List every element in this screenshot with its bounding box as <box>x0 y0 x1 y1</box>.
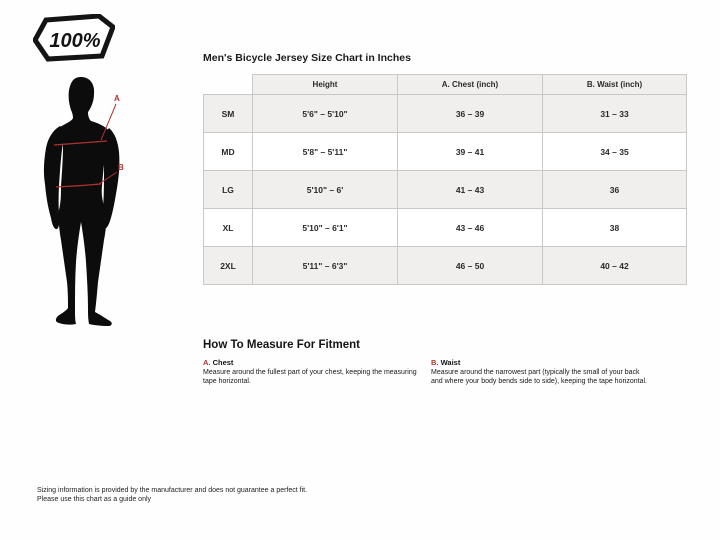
100-percent-logo-icon <box>33 14 115 62</box>
figure-label-a: A <box>114 94 120 103</box>
col-header-waist: B. Waist (inch) <box>543 75 687 95</box>
measure-waist-description: Measure around the narrowest part (typically the small of your back and where your body bends side to side), keeping the tape horizontal. <box>431 369 647 385</box>
size-cell: SM <box>204 95 253 133</box>
measure-chest-letter: A. <box>203 358 211 367</box>
measure-chest-description: Measure around the fullest part of your chest, keeping the measuring tape horizontal. <box>203 369 417 385</box>
waist-cell: 36 <box>543 171 687 209</box>
table-row-lg <box>204 171 687 209</box>
measure-chest-name: Chest <box>212 358 234 367</box>
measure-waist-block <box>431 358 649 386</box>
size-cell: 2XL <box>204 247 253 285</box>
chest-cell: 39 – 41 <box>398 133 543 171</box>
size-cell: LG <box>204 171 253 209</box>
table-row-md <box>204 133 687 171</box>
chest-cell: 36 – 39 <box>398 95 543 133</box>
footer-disclaimer <box>37 487 307 504</box>
table-row-sm <box>204 95 687 133</box>
col-header-chest: A. Chest (inch) <box>398 75 543 95</box>
height-cell: 5'11" – 6'3" <box>253 247 398 285</box>
table-row-2xl <box>204 247 687 285</box>
measure-waist-name: Waist <box>440 358 461 367</box>
chest-cell: 43 – 46 <box>398 209 543 247</box>
brand-logo <box>33 14 115 67</box>
footer-line-2: Please use this chart as a guide only <box>37 495 152 503</box>
body-measurement-figure <box>25 70 145 340</box>
waist-cell: 40 – 42 <box>543 247 687 285</box>
size-chart-table <box>203 74 687 285</box>
chest-cell: 46 – 50 <box>398 247 543 285</box>
measure-waist-label <box>431 358 649 367</box>
chest-cell: 41 – 43 <box>398 171 543 209</box>
footer-line-1: Sizing information is provided by the manufacturer and does not guarantee a perfect fit. <box>37 487 308 494</box>
col-header-blank <box>204 75 253 95</box>
page-title: Men's Bicycle Jersey Size Chart in Inches <box>203 52 411 64</box>
height-cell: 5'10" – 6'1" <box>253 209 398 247</box>
height-cell: 5'6" – 5'10" <box>253 95 398 133</box>
size-cell: MD <box>204 133 253 171</box>
table-row-xl <box>204 209 687 247</box>
measure-waist-letter: B. <box>431 358 439 367</box>
waist-cell: 34 – 35 <box>543 133 687 171</box>
size-cell: XL <box>204 209 253 247</box>
col-header-height: Height <box>253 75 398 95</box>
waist-cell: 31 – 33 <box>543 95 687 133</box>
table-header-row <box>204 75 687 95</box>
measure-chest-block <box>203 358 421 386</box>
height-cell: 5'10" – 6' <box>253 171 398 209</box>
height-cell: 5'8" – 5'11" <box>253 133 398 171</box>
figure-label-b: B <box>118 163 124 172</box>
waist-cell: 38 <box>543 209 687 247</box>
male-silhouette-icon <box>25 70 145 335</box>
measure-chest-label <box>203 358 421 367</box>
measure-section-heading: How To Measure For Fitment <box>203 339 360 351</box>
logo-text: 100% <box>49 30 101 52</box>
